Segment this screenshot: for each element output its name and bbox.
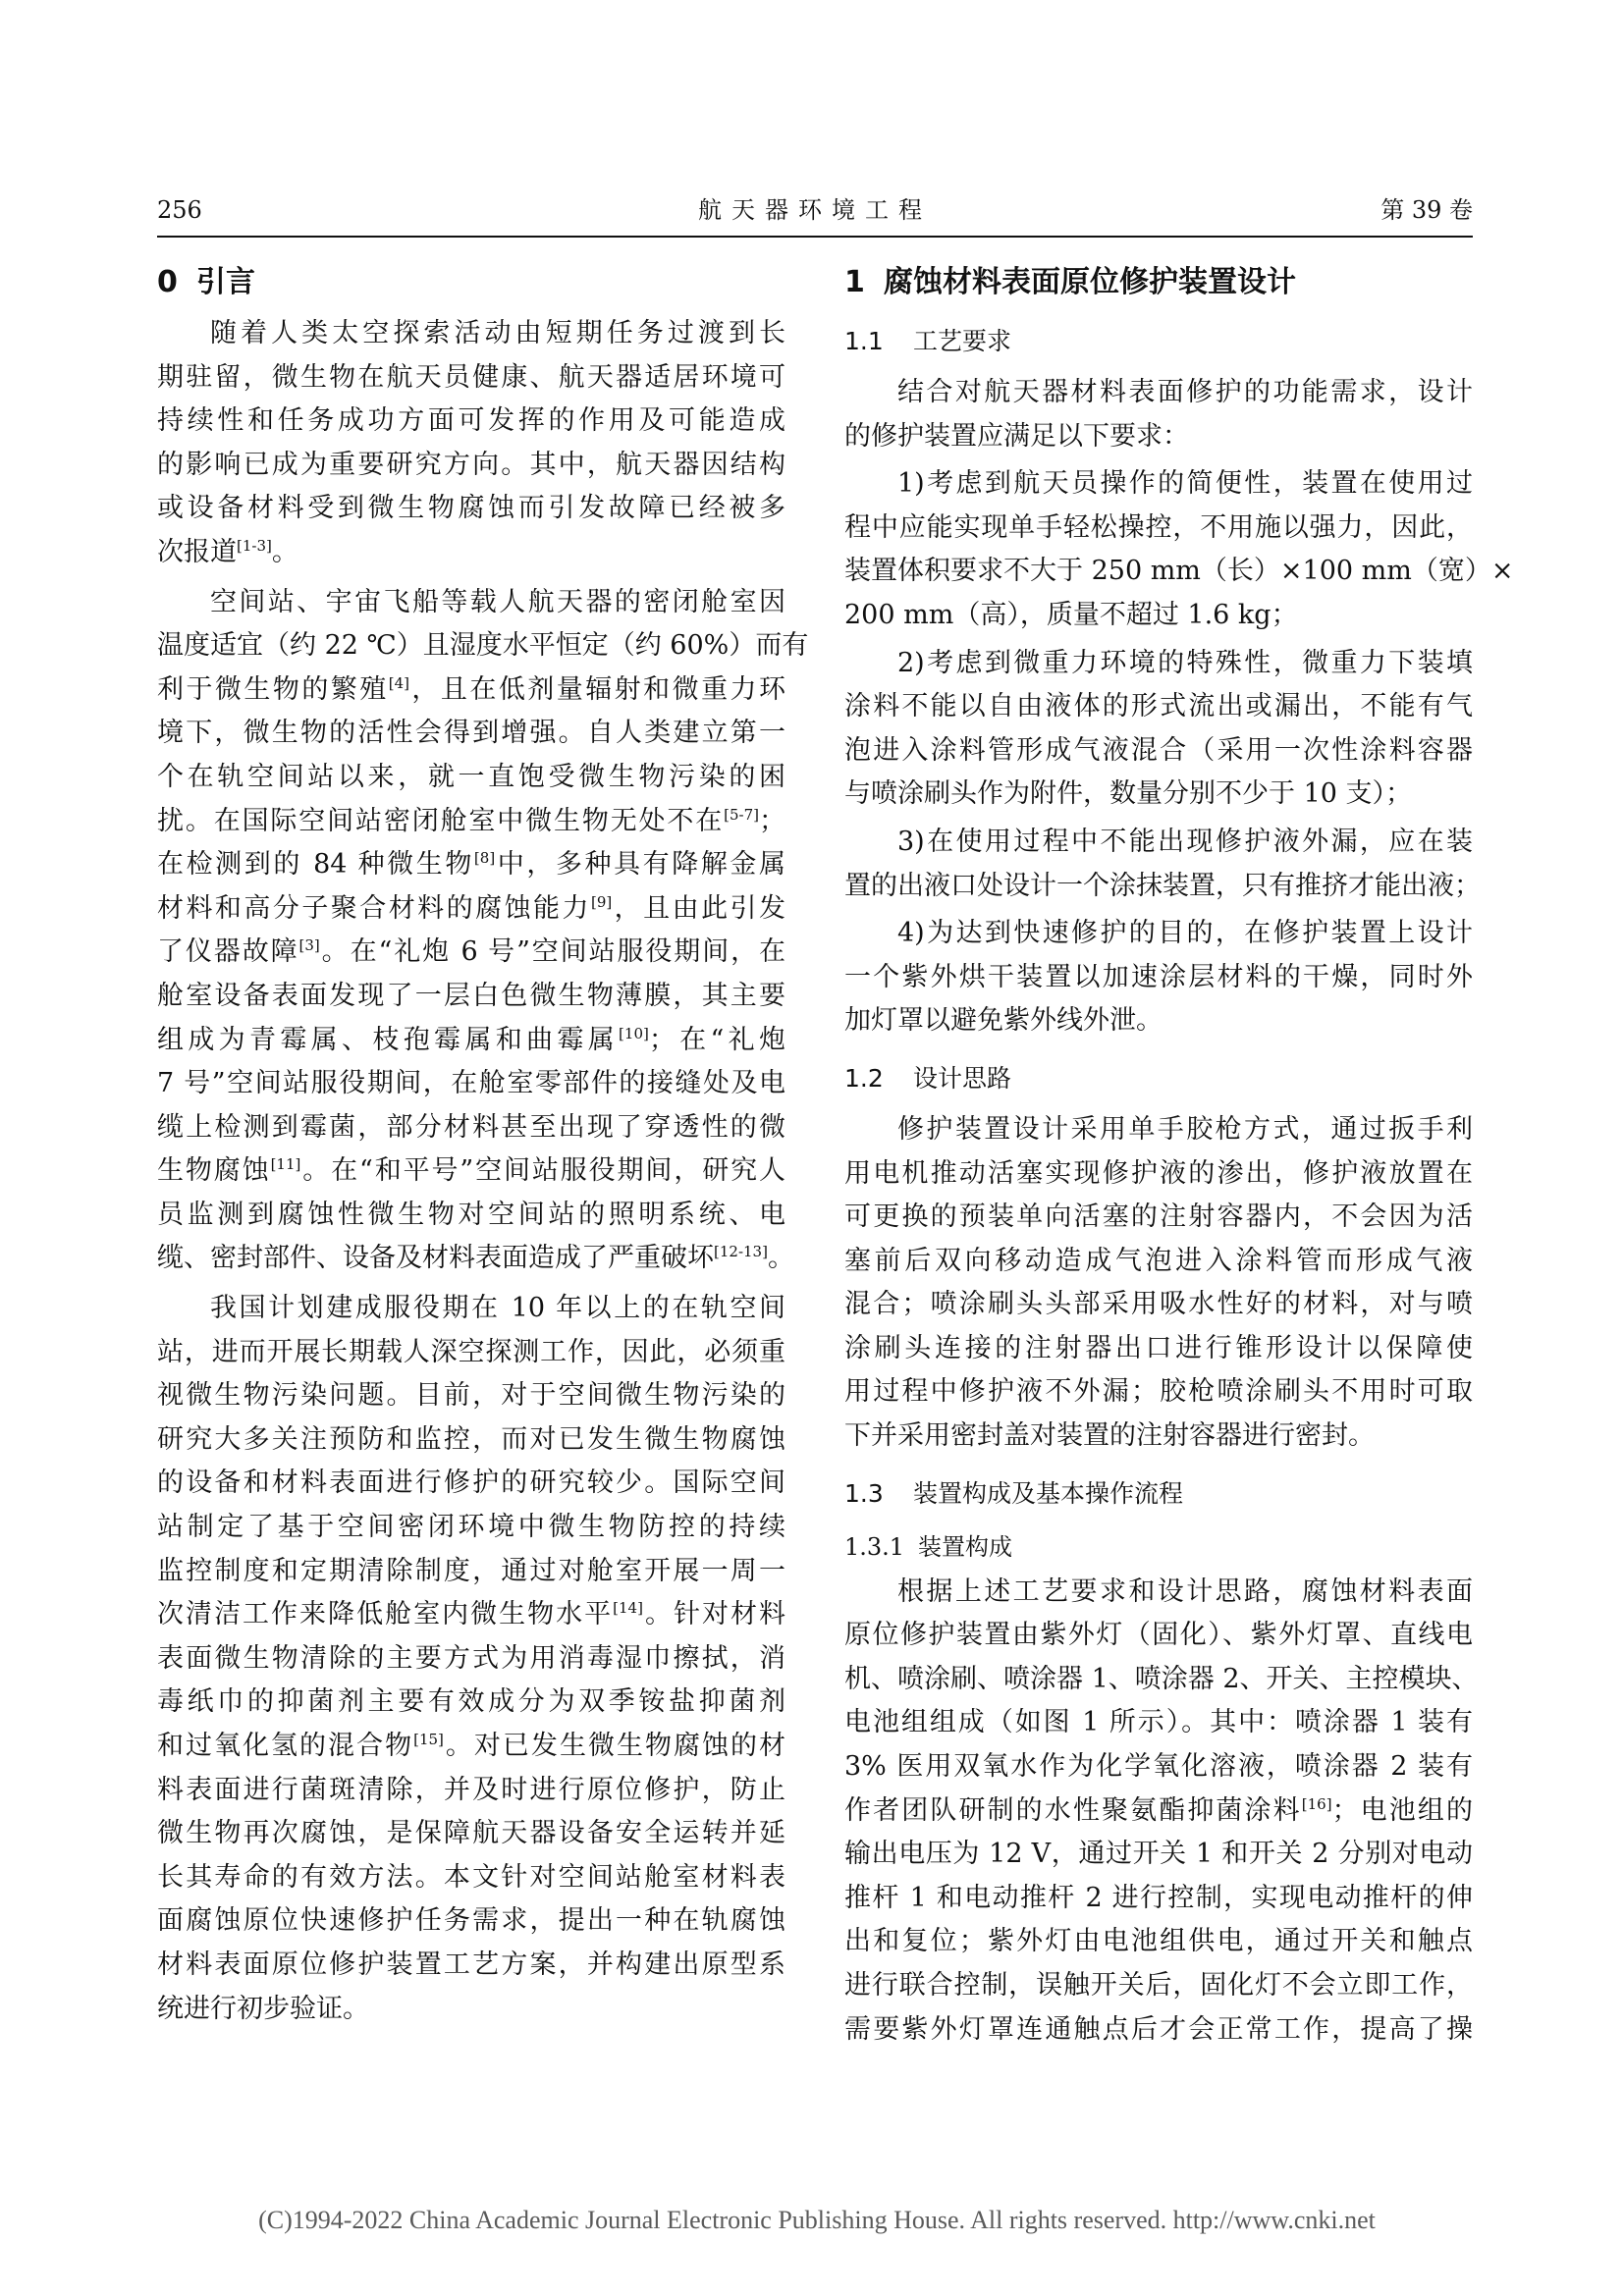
- section-heading-1-1: 1.1 工艺要求: [844, 327, 1012, 355]
- section-heading-1-2: 1.2 设计思路: [844, 1063, 1012, 1093]
- text-line: 涂料不能以自由液体的形式流出或漏出，不能有气: [844, 691, 1473, 722]
- text-line: 用过程中修护液不外漏；胶枪喷涂刷头不用时可取: [844, 1376, 1473, 1408]
- citation: [11]: [270, 1155, 301, 1174]
- text-line: 作者团队研制的水性聚氨酯抑菌涂料[16]；电池组的: [844, 1794, 1474, 1826]
- text-line: 1)考虑到航天员操作的简便性，装置在使用过: [897, 468, 1473, 500]
- text-line: 长其寿命的有效方法。本文针对空间站舱室材料表: [157, 1861, 785, 1893]
- text-line: 或设备材料受到微生物腐蚀而引发故障已经被多: [157, 493, 785, 524]
- text-line: 出和复位；紫外灯由电池组供电，通过开关和触点: [844, 1926, 1473, 1957]
- text-line: 缆、密封部件、设备及材料表面造成了严重破坏[12-13]。: [157, 1243, 794, 1274]
- text-line: 需要紫外灯罩连通触点后才会正常工作，提高了操: [844, 2013, 1473, 2045]
- text-line: 置的出液口处设计一个涂抹装置，只有推挤才能出液；: [844, 870, 1481, 901]
- text-line: 在检测到的 84 种微生物[8]中，多种具有降解金属: [157, 849, 785, 881]
- text-line: 我国计划建成服役期在 10 年以上的在轨空间: [210, 1293, 785, 1324]
- text-line: 3% 医用双氧水作为化学氧化溶液，喷涂器 2 装有: [844, 1751, 1473, 1783]
- requirement-2: [844, 642, 1473, 817]
- page-number: 256: [157, 196, 202, 224]
- text-line: 监控制度和定期清除制度，通过对舱室开展一周一: [157, 1555, 785, 1586]
- text-line: 电池组组成（如图 1 所示）。其中：喷涂器 1 装有: [844, 1707, 1473, 1738]
- text-line: 员监测到腐蚀性微生物对空间站的照明系统、电: [157, 1199, 785, 1230]
- section-heading-1: 1 腐蚀材料表面原位修护装置设计: [844, 265, 1296, 299]
- paragraph-requirements-intro: [844, 371, 1473, 458]
- text-line: 涂刷头连接的注射器出口进行锥形设计以保障使: [844, 1332, 1473, 1363]
- volume-label: 第 39 卷: [1380, 196, 1473, 224]
- text-line: 材料表面原位修护装置工艺方案，并构建出原型系: [157, 1949, 785, 1980]
- text-line: 装置体积要求不大于 250 mm（长）×100 mm（宽）×: [844, 556, 1514, 587]
- text-line: 加灯罩以避免紫外线外泄。: [844, 1005, 1163, 1037]
- text-line: 和过氧化氢的混合物[15]。对已发生微生物腐蚀的材: [157, 1731, 786, 1761]
- text-line: 的影响已成为重要研究方向。其中，航天器因结构: [157, 449, 785, 480]
- text-line: 次报道[1-3]。: [157, 536, 298, 567]
- text-line: 表面微生物清除的主要方式为用消毒湿巾擦拭，消: [157, 1642, 785, 1674]
- text-line: 随着人类太空探索活动由短期任务过渡到长: [210, 318, 785, 348]
- citation: [16]: [1301, 1794, 1332, 1813]
- text-line: 的修护装置应满足以下要求：: [844, 420, 1189, 452]
- text-line: 站制定了基于空间密闭环境中微生物防控的持续: [157, 1512, 785, 1543]
- paragraph-design: [844, 1108, 1473, 1459]
- citation: [10]: [619, 1024, 649, 1042]
- left-column: [157, 253, 809, 2031]
- text-line: 混合；喷涂刷头头部采用吸水性好的材料，对与喷: [844, 1289, 1473, 1320]
- text-line: 材料和高分子聚合材料的腐蚀能力[9]，且由此引发: [157, 892, 786, 924]
- text-line: 用电机推动活塞实现修护液的渗出，修护液放置在: [844, 1157, 1473, 1189]
- text-line: 修护装置设计采用单手胶枪方式，通过扳手利: [897, 1113, 1473, 1145]
- right-column: [844, 253, 1514, 2052]
- text-line: 与喷涂刷头作为附件，数量分别不少于 10 支）；: [844, 778, 1413, 810]
- text-line: 温度适宜（约 22 ℃）且湿度水平恒定（约 60%）而有: [157, 630, 809, 662]
- citation: [1-3]: [237, 536, 272, 555]
- text-line: 3)在使用过程中不能出现修护液外漏，应在装: [897, 826, 1473, 857]
- text-line: 200 mm（高），质量不超过 1.6 kg；: [844, 599, 1298, 630]
- text-line: 境下，微生物的活性会得到增强。自人类建立第一: [157, 718, 785, 749]
- citation: [4]: [388, 673, 409, 692]
- text-line: 缆上检测到霉菌，部分材料甚至出现了穿透性的微: [157, 1111, 785, 1143]
- text-line: 生物腐蚀[11]。在“和平号”空间站服役期间，研究人: [157, 1155, 785, 1187]
- text-line: 期驻留，微生物在航天员健康、航天器适居环境可: [157, 361, 785, 393]
- paragraph-intro-2: [157, 581, 809, 1282]
- text-line: 机、喷涂刷、喷涂器 1、喷涂器 2、开关、主控模块、: [844, 1663, 1479, 1694]
- text-line: 组成为青霉属、枝孢霉属和曲霉属[10]；在“礼炮: [157, 1024, 785, 1055]
- journal-title: 航天器环境工程: [698, 196, 932, 224]
- requirement-3: [844, 821, 1481, 908]
- text-line: 研究大多关注预防和监控，而对已发生微生物腐蚀: [157, 1423, 785, 1455]
- header-rule: [157, 236, 1473, 238]
- requirement-4: [844, 912, 1473, 1043]
- citation: [12-13]: [714, 1243, 768, 1261]
- text-line: 下并采用密封盖对装置的注射容器进行密封。: [844, 1420, 1375, 1452]
- section-heading-introduction: 0 引言: [157, 265, 255, 299]
- text-line: 塞前后双向移动造成气泡进入涂料管而形成气液: [844, 1245, 1473, 1276]
- text-line: 视微生物污染问题。目前，对于空间微生物污染的: [157, 1380, 785, 1412]
- text-line: 舱室设备表面发现了一层白色微生物薄膜，其主要: [157, 980, 785, 1011]
- text-line: 结合对航天器材料表面修护的功能需求，设计: [897, 377, 1473, 407]
- text-line: 次清洁工作来降低舱室内微生物水平[14]。针对材料: [157, 1599, 786, 1630]
- text-line: 一个紫外烘干装置以加速涂层材料的干燥，同时外: [844, 961, 1473, 992]
- text-line: 进行联合控制，误触开关后，固化灯不会立即工作，: [844, 1970, 1473, 2001]
- section-heading-1-3-1: 1.3.1 装置构成: [844, 1532, 1012, 1561]
- citation: [3]: [298, 936, 320, 955]
- text-line: 泡进入涂料管形成气液混合（采用一次性涂料容器: [844, 734, 1473, 766]
- text-line: 7 号”空间站服役期间，在舱室零部件的接缝处及电: [157, 1068, 785, 1099]
- text-line: 料表面进行菌斑清除，并及时进行原位修护，防止: [157, 1774, 785, 1805]
- paragraph-composition: [844, 1571, 1479, 2053]
- text-line: 个在轨空间站以来，就一直饱受微生物污染的困: [157, 761, 785, 792]
- text-line: 根据上述工艺要求和设计思路，腐蚀材料表面: [897, 1575, 1473, 1607]
- text-line: 面腐蚀原位快速修护任务需求，提出一种在轨腐蚀: [157, 1905, 785, 1937]
- paragraph-intro-1: [157, 312, 785, 575]
- running-header: [157, 190, 1473, 230]
- text-line: 可更换的预装单向活塞的注射容器内，不会因为活: [844, 1201, 1473, 1233]
- citation: [14]: [613, 1599, 643, 1618]
- text-line: 了仪器故障[3]。在“礼炮 6 号”空间站服役期间，在: [157, 936, 786, 968]
- text-line: 输出电压为 12 V，通过开关 1 和开关 2 分别对电动: [844, 1839, 1473, 1870]
- text-line: 推杆 1 和电动推杆 2 进行控制，实现电动推杆的伸: [844, 1882, 1473, 1913]
- text-line: 4)为达到快速修护的目的，在修护装置上设计: [897, 918, 1473, 949]
- text-line: 毒纸巾的抑菌剂主要有效成分为双季铵盐抑菌剂: [157, 1686, 785, 1718]
- text-line: 利于微生物的繁殖[4]，且在低剂量辐射和微重力环: [157, 673, 786, 705]
- copyright-footer: (C)1994-2022 China Academic Journal Electronic Publishing House. All rights reserved. http://www.cnki.net: [258, 2206, 1376, 2234]
- text-line: 原位修护装置由紫外灯（固化）、紫外灯罩、直线电: [844, 1620, 1473, 1651]
- section-heading-1-3: 1.3 装置构成及基本操作流程: [844, 1478, 1184, 1508]
- text-line: 统进行初步验证。: [157, 1993, 369, 2024]
- citation: [15]: [413, 1731, 444, 1748]
- text-line: 的设备和材料表面进行修护的研究较少。国际空间: [157, 1468, 785, 1499]
- text-line: 空间站、宇宙飞船等载人航天器的密闭舱室因: [210, 586, 785, 617]
- requirement-1: [844, 462, 1514, 637]
- paragraph-intro-3: [157, 1287, 785, 2031]
- text-line: 2)考虑到微重力环境的特殊性，微重力下装填: [897, 647, 1473, 678]
- text-line: 扰。在国际空间站密闭舱室中微生物无处不在[5-7]；: [157, 805, 785, 836]
- text-line: 持续性和任务成功方面可发挥的作用及可能造成: [157, 405, 785, 437]
- citation: [5-7]: [724, 805, 759, 824]
- text-line: 站，进而开展长期载人深空探测工作，因此，必须重: [157, 1336, 785, 1367]
- citation: [9]: [590, 892, 613, 911]
- citation: [8]: [473, 849, 496, 868]
- text-line: 程中应能实现单手轻松操控，不用施以强力，因此，: [844, 511, 1473, 543]
- text-line: 微生物再次腐蚀，是保障航天器设备安全运转并延: [157, 1818, 785, 1849]
